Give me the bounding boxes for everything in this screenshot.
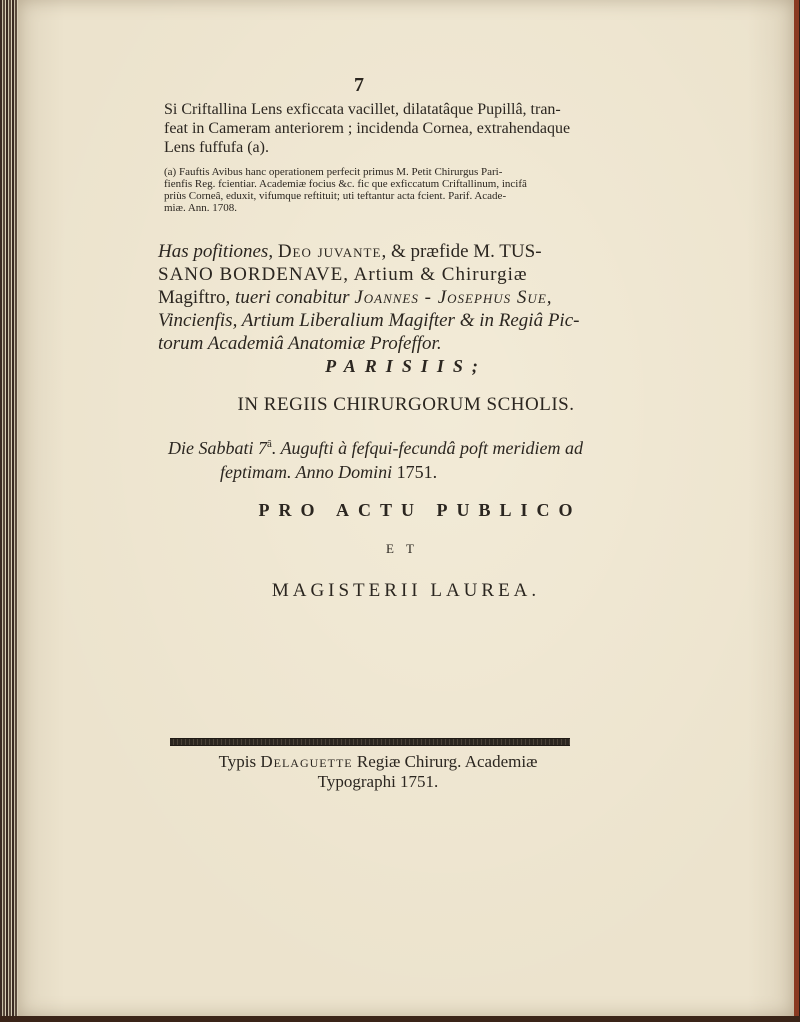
date-year: 1751. [396,462,438,482]
paragraph-line: Si Criftallina Lens exficcata vacillet, dilatatâque Pupillâ, tran- [164,101,561,118]
imprint-line: Typographi 1751. [317,772,439,791]
imprint-academy: Regiæ Chirurg. Academiæ [356,752,538,771]
book-page [18,0,799,1016]
theses-line [158,286,618,309]
opening-paragraph [164,100,594,157]
paragraph-line: feat in Cameram anteriorem ; incidenda Cornea, extrahendaque [164,120,571,137]
date-superscript: â [267,438,272,450]
actu-publico-heading: PRO ACTU PUBLICO [258,500,582,520]
magisterii-heading: MAGISTERII LAUREA. [271,580,541,601]
book-binding [0,0,18,1022]
theses-line: torum Academiâ Anatomiæ Profeffor. [158,333,442,354]
parisiis-heading: PARISIIS; [325,356,487,376]
tueri-text: tueri conabitur [235,287,350,308]
page-number: 7 [354,74,364,96]
magistro-text: Magiftro, [158,287,231,308]
date-paragraph [168,432,608,484]
ornamental-rule [170,738,570,746]
footnote-line: priùs Corneâ, eduxit, vifumque reftituit; uti teftantur acta fcient. Parif. Acade- [164,190,507,202]
theses-line: SANO BORDENAVE, Artium & Chirurgiæ [158,264,528,285]
imprint-typis: Typis [218,752,257,771]
date-time: . Augufti à fefqui-fecundâ poft meridiem ad [271,438,584,458]
theses-line: Has pofitiones, Deo juvante, & præfide M. TUS- [158,241,542,262]
deo-juvante-text: Deo juvante [277,241,382,262]
et-text: ET [386,541,426,556]
has-positiones-text: Has pofitiones [158,241,269,262]
footnote-line: fienfis Reg. fcientiar. Academiæ focius &c. fic que exficcatum Criftallinum, incifâ [164,178,527,190]
footnote-line: (a) Fauftis Avibus hanc operationem perfecit primus M. Petit Chirurgus Pari- [164,166,503,178]
theses-paragraph [158,240,618,355]
theses-line: Vincienfis, Artium Liberalium Magifter & in Regiâ Pic- [158,310,580,331]
author-name: Joannes - Josephus Sue, [354,287,553,308]
printer-name: Delaguette [260,752,353,771]
date-anno: feptimam. Anno Domini [220,462,393,482]
footnote [164,166,594,214]
date-line [168,460,608,484]
footnote-line: miæ. Ann. 1708. [164,202,238,214]
page-bottom-edge [0,1016,800,1022]
date-day: Die Sabbati 7 [168,438,267,458]
imprint-line [18,752,738,772]
printer-imprint [18,752,738,792]
praeside-text: , & præfide M. TUS- [381,241,542,262]
paragraph-line: Lens fuffufa (a). [164,139,269,156]
date-line [168,432,608,460]
schools-heading: IN REGIIS CHIRURGORUM SCHOLIS. [237,394,575,415]
